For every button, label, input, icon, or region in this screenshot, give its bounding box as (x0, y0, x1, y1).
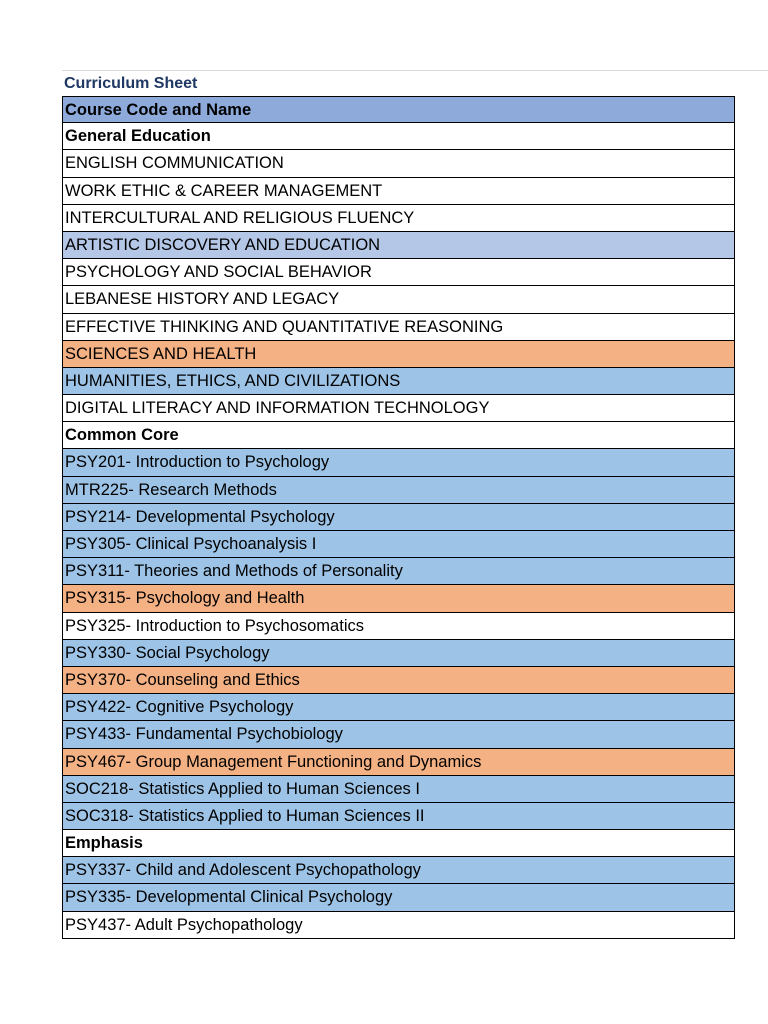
section-heading: Emphasis (62, 830, 735, 857)
course-row: PSY437- Adult Psychopathology (62, 912, 735, 939)
course-row: PSYCHOLOGY AND SOCIAL BEHAVIOR (62, 259, 735, 286)
course-row: PSY422- Cognitive Psychology (62, 694, 735, 721)
course-row: PSY325- Introduction to Psychosomatics (62, 613, 735, 640)
course-row: PSY467- Group Management Functioning and Dynamics (62, 749, 735, 776)
course-row: PSY433- Fundamental Psychobiology (62, 721, 735, 748)
section-heading: General Education (62, 123, 735, 150)
course-row: SCIENCES AND HEALTH (62, 341, 735, 368)
course-row: PSY315- Psychology and Health (62, 585, 735, 612)
course-row: PSY305- Clinical Psychoanalysis I (62, 531, 735, 558)
course-row: EFFECTIVE THINKING AND QUANTITATIVE REASONING (62, 314, 735, 341)
course-row: PSY214- Developmental Psychology (62, 504, 735, 531)
course-rows (62, 123, 768, 939)
section-heading: Common Core (62, 422, 735, 449)
course-row: PSY370- Counseling and Ethics (62, 667, 735, 694)
course-row: PSY337- Child and Adolescent Psychopathology (62, 857, 735, 884)
course-row: PSY330- Social Psychology (62, 640, 735, 667)
column-header: Course Code and Name (62, 96, 735, 123)
course-row: MTR225- Research Methods (62, 477, 735, 504)
course-row: SOC318- Statistics Applied to Human Sciences II (62, 803, 735, 830)
curriculum-sheet (62, 70, 768, 939)
course-row: INTERCULTURAL AND RELIGIOUS FLUENCY (62, 205, 735, 232)
course-row: PSY311- Theories and Methods of Personality (62, 558, 735, 585)
course-row: HUMANITIES, ETHICS, AND CIVILIZATIONS (62, 368, 735, 395)
course-row: DIGITAL LITERACY AND INFORMATION TECHNOLOGY (62, 395, 735, 422)
course-row: PSY201- Introduction to Psychology (62, 449, 735, 476)
course-row: ARTISTIC DISCOVERY AND EDUCATION (62, 232, 735, 259)
course-row: SOC218- Statistics Applied to Human Sciences I (62, 776, 735, 803)
course-row: WORK ETHIC & CAREER MANAGEMENT (62, 178, 735, 205)
sheet-title: Curriculum Sheet (62, 70, 768, 96)
course-row: ENGLISH COMMUNICATION (62, 150, 735, 177)
course-row: PSY335- Developmental Clinical Psychology (62, 884, 735, 911)
course-row: LEBANESE HISTORY AND LEGACY (62, 286, 735, 313)
